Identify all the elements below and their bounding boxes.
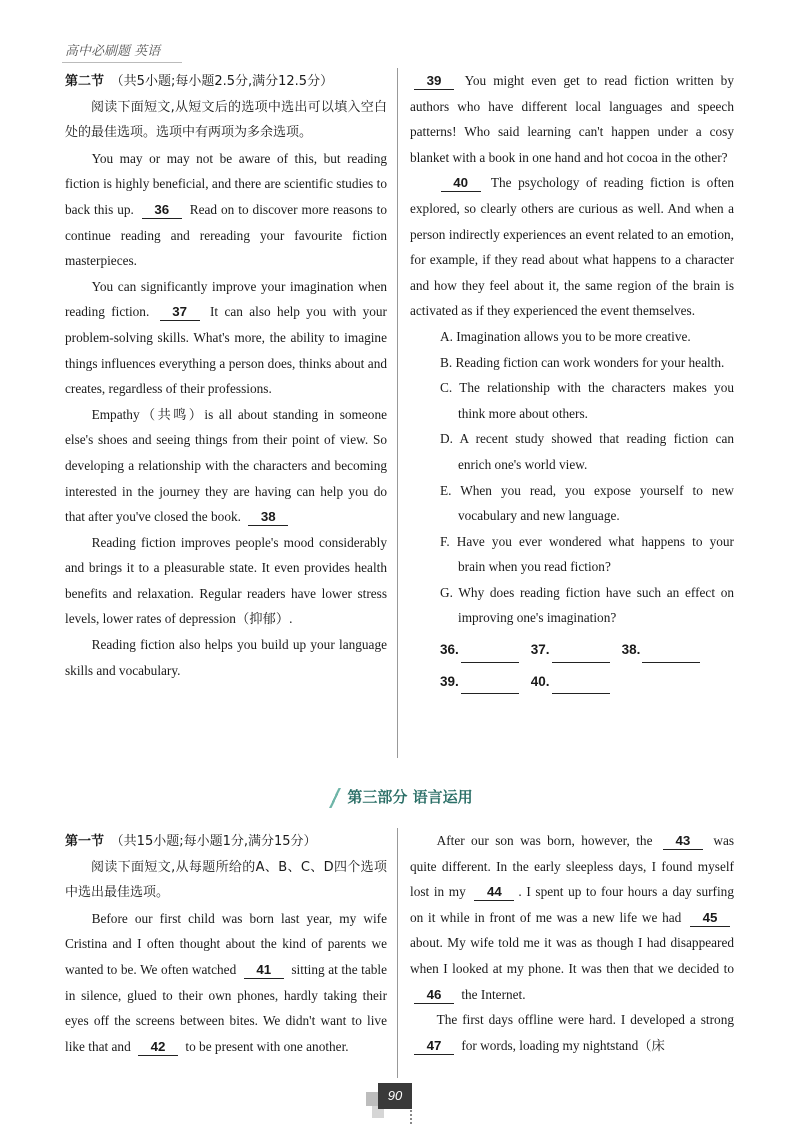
page-dots-decoration xyxy=(410,1110,414,1124)
paragraph-6-text: The psychology of reading fiction is often explored, so clearly others are curious as well. And when a person indirectly experiences an event related to an emotion, for example, if they read about what happens to a character and how they feel about it, the same region of the brain is activated as if they experienced the event themselves. xyxy=(410,175,734,319)
section1-heading xyxy=(65,828,387,855)
section2-left-column xyxy=(65,68,387,683)
paragraph-1 xyxy=(65,146,387,274)
section1-right-column xyxy=(410,828,734,1058)
cloze-p2-text-b: was quite different. In the early sleepless days, I found myself lost in my xyxy=(410,833,735,900)
answer-37-line[interactable] xyxy=(552,648,610,663)
paragraph-3-text: Empathy（共鸣）is all about standing in someone else's shoes and seeing things from their point of view. So developing a relationship with the characters and becoming interested in the journey they are having can help you do that after you've closed the book. xyxy=(65,406,387,525)
paragraph-2 xyxy=(65,274,387,402)
cloze-p2-text-d: about. My wife told me it was as though I had disappeared when I looked at my phone. It was then that we decided to xyxy=(410,935,734,976)
blank-37: 37 xyxy=(160,304,200,321)
blank-47: 47 xyxy=(414,1038,454,1055)
answer-39-line[interactable] xyxy=(461,679,519,694)
section1-info: （共15小题;每小题1分,满分15分） xyxy=(110,834,317,849)
paragraph-2-text-b: It can also help you with your problem-solving skills. What's more, the ability to imagine things influences everything a person does, thinks about and creates, regardless of their professions. xyxy=(65,304,387,397)
answer-38-line[interactable] xyxy=(642,648,700,663)
page-number: 90 xyxy=(378,1083,412,1109)
answer-row-1 xyxy=(440,637,734,663)
banner-slash-icon xyxy=(327,788,343,808)
options-list xyxy=(410,324,734,631)
header-rule xyxy=(62,62,182,63)
paragraph-1-text-b: Read on to discover more reasons to continue reading and rereading your favourite fiction masterpieces. xyxy=(65,201,387,269)
answer-blanks xyxy=(410,637,734,694)
option-d: D. A recent study showed that reading fiction can enrich one's world view. xyxy=(440,431,734,472)
blank-41: 41 xyxy=(244,962,284,979)
paragraph-4: Reading fiction improves people's mood considerably and brings it to a pleasurable state. It even provides health benefits and relaxation. Regular readers have lower stress levels, lower rates of depression（抑郁）. xyxy=(65,534,387,627)
paragraph-1-text-a: You may or may not be aware of this, but reading fiction is highly beneficial, and there are scientific studies to back this up. xyxy=(65,150,387,217)
cloze-paragraph-1 xyxy=(65,906,387,1060)
option-a: A. Imagination allows you to be more creative. xyxy=(440,328,691,344)
cloze-p1-text-c: to be present with one another. xyxy=(185,1038,349,1054)
column-divider xyxy=(397,68,398,758)
cloze-p3-text-a: The first days offline were hard. I developed a strong xyxy=(436,1012,734,1028)
answer-39-label: 39. xyxy=(440,673,459,689)
cloze-p2-text-c: . I spent up to four hours a day surfing on it while in front of me was a new life we had xyxy=(410,884,734,925)
paragraph-5-text-b: You might even get to read fiction written by authors who have different local languages and speech patterns! Who said learning can't happen under a cosy blanket with a book in one hand and hot cocoa in the other? xyxy=(410,73,734,165)
section1-instructions: 阅读下面短文,从每题所给的A、B、C、D四个选项中选出最佳选项。 xyxy=(65,859,387,901)
blank-40: 40 xyxy=(441,175,481,192)
blank-45: 45 xyxy=(690,910,730,927)
paragraph-2-text-a: You can significantly improve your imagination when reading fiction. xyxy=(65,278,387,320)
section2-right-column xyxy=(410,68,734,700)
option-c: C. The relationship with the characters makes you think more about others. xyxy=(440,380,734,421)
paragraph-3 xyxy=(65,402,387,530)
part3-title: 第三部分 语言运用 xyxy=(347,788,473,806)
cloze-p1-text-a: Before our first child was born last year, my wife Cristina and I often thought about the kind of parents we wanted to be. We often watched xyxy=(65,910,387,977)
section1-left-column xyxy=(65,828,387,1059)
answer-36-label: 36. xyxy=(440,642,459,658)
cloze-p2-text-a: After our son was born, however, the xyxy=(436,833,653,848)
section2-info: （共5小题;每小题2.5分,满分12.5分） xyxy=(110,74,334,89)
answer-37-label: 37. xyxy=(530,642,550,658)
part3-banner xyxy=(0,786,800,808)
blank-43: 43 xyxy=(663,833,703,850)
answer-38-label: 38. xyxy=(621,642,641,658)
section2-instructions: 阅读下面短文,从短文后的选项中选出可以填入空白处的最佳选项。选项中有两项为多余选项。 xyxy=(65,99,387,141)
option-f: F. Have you ever wondered what happens to your brain when you read fiction? xyxy=(440,533,734,575)
option-e: E. When you read, you expose yourself to new vocabulary and new language. xyxy=(440,482,734,524)
answer-38 xyxy=(622,637,701,663)
cloze-p1-text-b: sitting at the table in silence, glued to their own phones, hardly taking their eyes off the screens between bites. We didn't want to live like that and xyxy=(65,961,388,1054)
answer-40 xyxy=(531,669,610,695)
answer-36 xyxy=(440,637,519,663)
cloze-paragraph-2 xyxy=(410,828,734,1007)
option-b: B. Reading fiction can work wonders for your health. xyxy=(440,354,725,370)
blank-46: 46 xyxy=(414,987,454,1004)
cloze-p2-text-e: the Internet. xyxy=(461,986,526,1002)
blank-38: 38 xyxy=(248,509,288,526)
answer-39 xyxy=(440,669,519,695)
answer-36-line[interactable] xyxy=(461,648,519,663)
blank-42: 42 xyxy=(138,1039,178,1056)
blank-44: 44 xyxy=(474,884,514,901)
blank-36: 36 xyxy=(142,202,182,219)
running-header: 高中必刷题 英语 xyxy=(65,44,161,59)
option-g: G. Why does reading fiction have such an effect on improving one's imagination? xyxy=(440,584,734,626)
paragraph-5-continued xyxy=(410,68,734,170)
answer-37 xyxy=(531,637,610,663)
section2-heading xyxy=(65,68,387,95)
answer-row-2 xyxy=(440,669,734,695)
section1-title: 第一节 xyxy=(65,834,105,849)
cloze-paragraph-3 xyxy=(410,1007,734,1058)
answer-40-label: 40. xyxy=(530,673,550,689)
column-divider-bottom xyxy=(397,828,398,1078)
paragraph-5-start: Reading fiction also helps you build up your language skills and vocabulary. xyxy=(65,637,387,678)
answer-40-line[interactable] xyxy=(552,679,610,694)
section2-title: 第二节 xyxy=(65,74,105,89)
cloze-p3-text-b: for words, loading my nightstand（床 xyxy=(461,1037,665,1053)
blank-39: 39 xyxy=(414,73,454,90)
paragraph-6 xyxy=(410,170,734,324)
